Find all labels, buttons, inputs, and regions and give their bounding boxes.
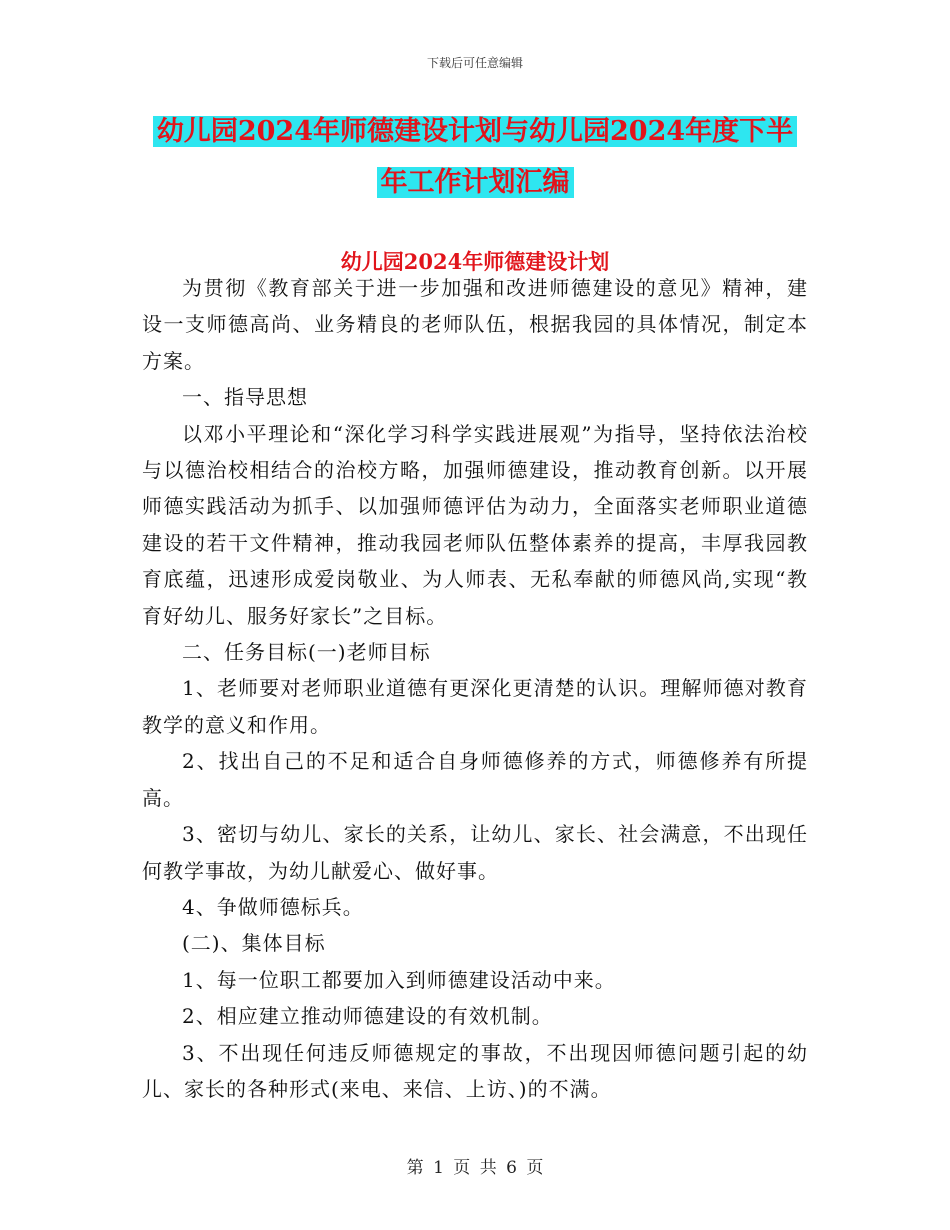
- list-item-collective-goal-3: 3、不出现任何违反师德规定的事故，不出现因师德问题引起的幼儿、家长的各种形式(来电、来信、上访、)的不满。: [142, 1040, 808, 1101]
- section-title: 幼儿园2024年师德建设计划: [340, 249, 610, 274]
- heading-guiding-ideology: 一、指导思想: [182, 385, 308, 410]
- document-title-line-1: 幼儿园2024年师德建设计划与幼儿园2024年度下半: [153, 116, 797, 147]
- heading-collective-goals: (二)、集体目标: [182, 931, 326, 956]
- list-item-collective-goal-2: 2、相应建立推动师德建设的有效机制。: [182, 1004, 553, 1029]
- heading-task-goals: 二、任务目标(一)老师目标: [182, 640, 431, 665]
- list-item-collective-goal-1: 1、每一位职工都要加入到师德建设活动中来。: [182, 967, 616, 992]
- list-item-teacher-goal-2: 2、找出自己的不足和适合自身师德修养的方式，师德修养有所提高。: [142, 749, 808, 810]
- document-title-line-2: 年工作计划汇编: [377, 167, 574, 198]
- header-note: 下载后可任意编辑: [426, 56, 523, 70]
- paragraph-guiding-ideology: 以邓小平理论和“深化学习科学实践进展观”为指导，坚持依法治校与以德治校相结合的治校方略，加强师德建设，推动教育创新。以开展师德实践活动为抓手、以加强师德评估为动力，全面落实老师职业道德建设的若干文件精神，推动我园老师队伍整体素养的提高，丰厚我园教育底蕴，迅速形成爱岗敬业、为人师表、无私奉献的师德风尚,实现“教育好幼儿、服务好家长”之目标。: [142, 421, 808, 628]
- list-item-teacher-goal-4: 4、争做师德标兵。: [182, 894, 364, 919]
- paragraph-intro: 为贯彻《教育部关于进一步加强和改进师德建设的意见》精神，建设一支师德高尚、业务精良的老师队伍，根据我园的具体情况，制定本方案。: [142, 276, 808, 373]
- list-item-teacher-goal-1: 1、老师要对老师职业道德有更深化更清楚的认识。理解师德对教育教学的意义和作用。: [142, 676, 808, 737]
- list-item-teacher-goal-3: 3、密切与幼儿、家长的关系，让幼儿、家长、社会满意，不出现任何教学事故，为幼儿献爱心、做好事。: [142, 822, 808, 883]
- document-title: [140, 106, 810, 208]
- document-body: [142, 270, 808, 1107]
- page-number-footer: 第 1 页 共 6 页: [406, 1158, 544, 1178]
